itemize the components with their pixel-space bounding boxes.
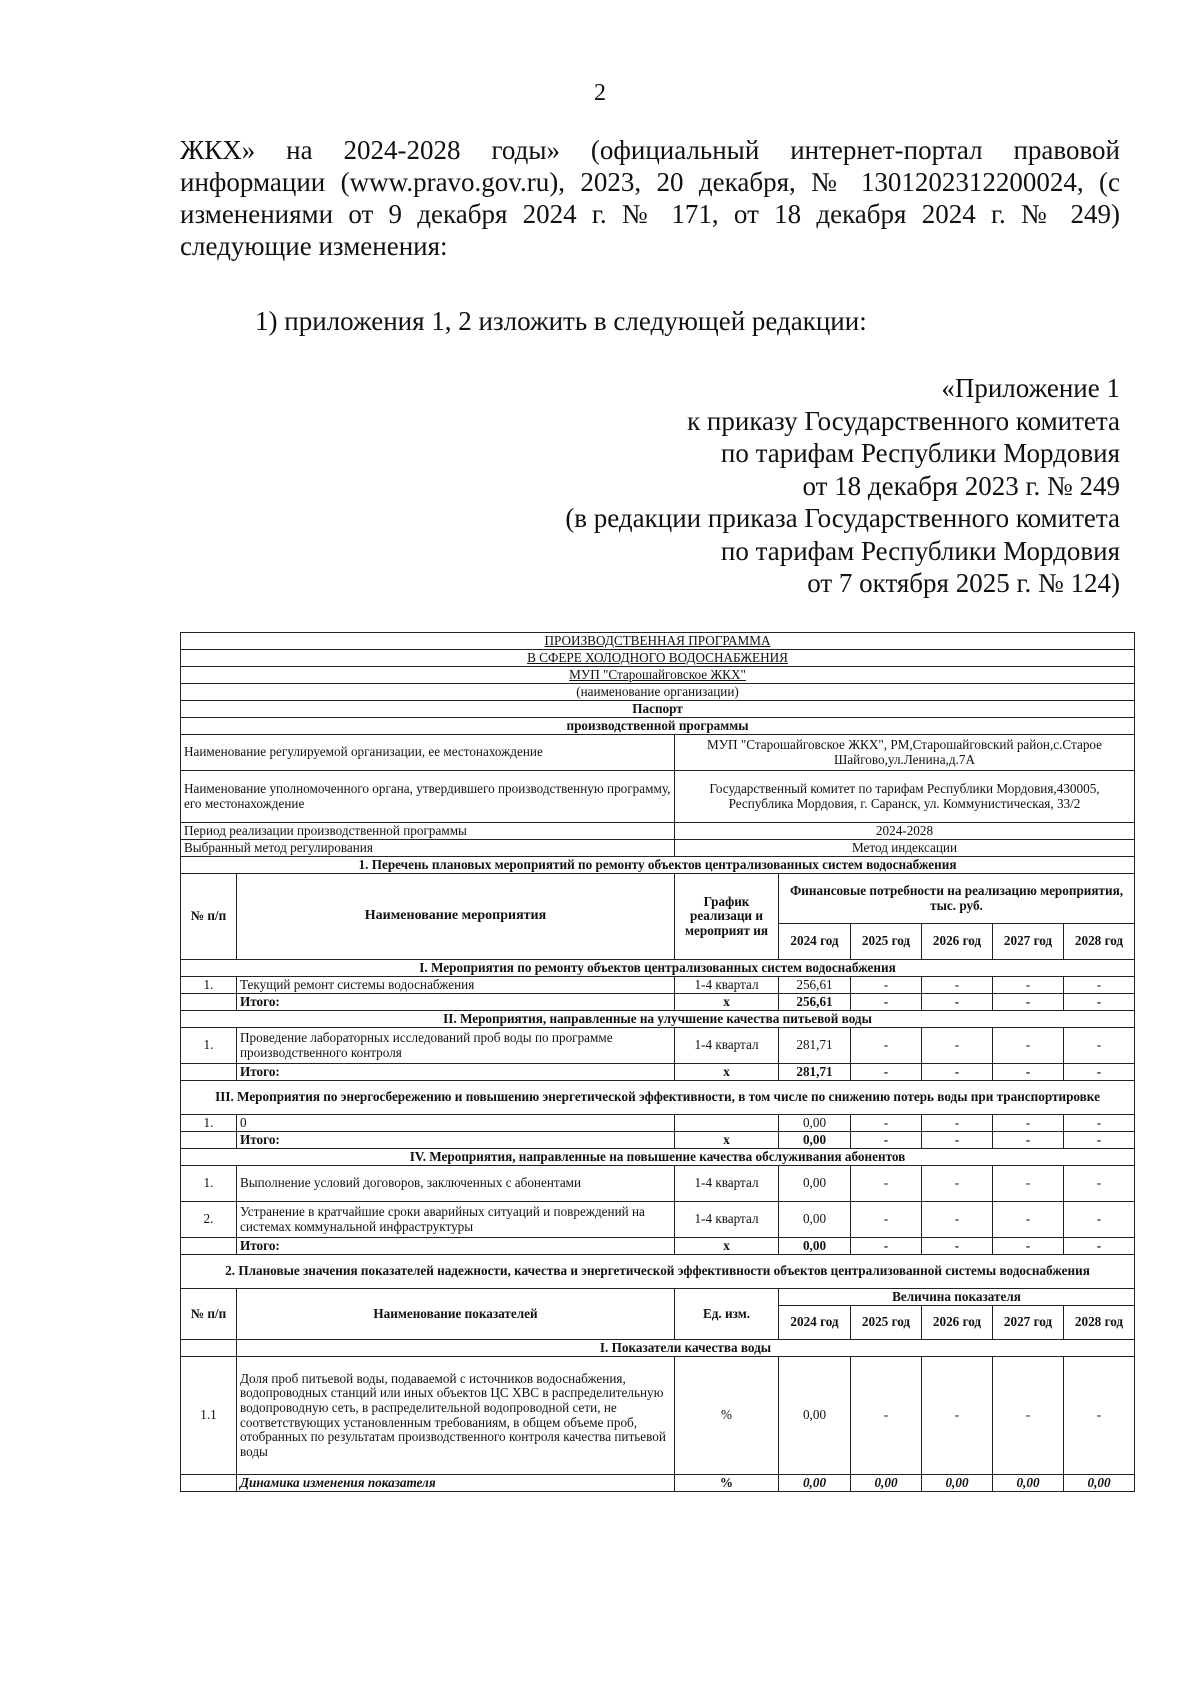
row-value: - [1064,1115,1135,1132]
row-value: - [1064,1028,1135,1064]
group-title: II. Мероприятия, направленные на улучшение качества питьевой воды [181,1011,1135,1028]
dynamics-label: Динамика изменения показателя [237,1475,675,1492]
passport-row [181,823,1135,840]
s2-header-year: 2025 год [851,1306,922,1340]
appendix-line: к приказу Государственного комитета [687,405,1120,436]
dynamics-row [181,1475,1135,1492]
row-value: - [851,1166,922,1202]
total-schedule: х [675,1132,779,1149]
row-value: 256,61 [779,977,851,994]
s1-header-year: 2027 год [993,924,1064,960]
s2-header-unit: Ед. изм. [675,1289,779,1340]
total-value: - [1064,994,1135,1011]
passport-value: Метод индексации [675,840,1135,857]
program-title: ПРОИЗВОДСТВЕННАЯ ПРОГРАММА [181,633,1135,650]
dynamics-value: 0,00 [779,1475,851,1492]
table-row [181,1028,1135,1064]
section2-title: 2. Плановые значения показателей надежности, качества и энергетической эффективности объектов централизованной системы водоснабжения [181,1255,1135,1289]
indicator-value: 0,00 [779,1357,851,1475]
total-value: - [922,994,993,1011]
indicator-value: - [1064,1357,1135,1475]
s1-header-year: 2024 год [779,924,851,960]
s2-header-year: 2027 год [993,1306,1064,1340]
row-value: - [851,1115,922,1132]
row-value: - [1064,1202,1135,1238]
row-name: 0 [237,1115,675,1132]
appendix-line: по тарифам Республики Мордовия [720,535,1120,566]
page-number: 2 [594,80,606,106]
row-value: - [993,1166,1064,1202]
list-item-1: 1) приложения 1, 2 изложить в следующей редакции: [255,306,867,336]
total-value: - [1064,1064,1135,1081]
total-value: - [1064,1238,1135,1255]
dynamics-value: 0,00 [993,1475,1064,1492]
row-num: 1. [181,977,237,994]
intro-line: изменениями от 9 декабря 2024 г. № 171, от 18 декабря 2024 г. № 249) [180,199,1120,229]
organization-caption: (наименование организации) [181,684,1135,701]
row-name: Проведение лабораторных исследований проб воды по программе производственного контроля [237,1028,675,1064]
section1-title: 1. Перечень плановых мероприятий по ремонту объектов централизованных систем водоснабжения [181,857,1135,874]
row-schedule: 1-4 квартал [675,1202,779,1238]
program-subtitle: В СФЕРЕ ХОЛОДНОГО ВОДОСНАБЖЕНИЯ [181,650,1135,667]
row-name: Выполнение условий договоров, заключенных с абонентами [237,1166,675,1202]
passport-row [181,840,1135,857]
total-row [181,1238,1135,1255]
total-value: 256,61 [779,994,851,1011]
group-title: I. Мероприятия по ремонту объектов централизованных систем водоснабжения [181,960,1135,977]
total-row [181,1064,1135,1081]
total-value: - [851,994,922,1011]
table-row [181,1202,1135,1238]
dynamics-unit: % [675,1475,779,1492]
row-value: - [993,1202,1064,1238]
row-num: 1. [181,1028,237,1064]
s1-header-finance: Финансовые потребности на реализацию мероприятия, тыс. руб. [779,874,1135,924]
row-num: 2. [181,1202,237,1238]
indicator-value: - [993,1357,1064,1475]
row-schedule: 1-4 квартал [675,1166,779,1202]
s2-header-value: Величина показателя [779,1289,1135,1306]
total-label: Итого: [237,1064,675,1081]
dynamics-value: 0,00 [1064,1475,1135,1492]
indicator-row [181,1357,1135,1475]
intro-line: следующие изменения: [180,231,448,261]
row-value: - [851,977,922,994]
row-value: - [851,1202,922,1238]
total-value: - [1064,1132,1135,1149]
row-num: 1. [181,1166,237,1202]
total-value: - [993,994,1064,1011]
passport-value: Государственный комитет по тарифам Республики Мордовия,430005, Республика Мордовия, г. Саранск, ул. Коммунистическая, 33/2 [675,771,1135,823]
appendix-line: «Приложение 1 [941,373,1120,403]
total-value: - [993,1132,1064,1149]
row-value: - [1064,1166,1135,1202]
row-value: - [851,1028,922,1064]
row-schedule: 1-4 квартал [675,1028,779,1064]
passport-value: МУП "Старошайговское ЖКХ", РМ,Старошайговский район,с.Старое Шайгово,ул.Ленина,д.7А [675,735,1135,771]
total-schedule: х [675,1238,779,1255]
organization-name: МУП "Старошайговское ЖКХ" [181,667,1135,684]
row-value: - [922,1202,993,1238]
intro-line: ЖКХ» на 2024-2028 годы» (официальный интернет-портал правовой [180,135,1120,165]
passport-value: 2024-2028 [675,823,1135,840]
total-value: - [851,1238,922,1255]
indicator-name: Доля проб питьевой воды, подаваемой с источников водоснабжения, водопроводных станций или иных объектов ЦС ХВС в распределительную водопроводную сеть, в распределительной водопроводной сети, не соответствующих установленным требованиям, в общем объеме проб, отобранных по результатам производственного контроля качества питьевой воды [237,1357,675,1475]
row-name: Текущий ремонт системы водоснабжения [237,977,675,994]
s2-group-title: I. Показатели качества воды [237,1340,1135,1357]
appendix-line: от 18 декабря 2023 г. № 249 [802,470,1120,501]
table-row [181,1166,1135,1202]
row-value: - [993,1115,1064,1132]
row-schedule: 1-4 квартал [675,977,779,994]
production-program-table [180,632,1135,1492]
s2-header-num: № п/п [181,1289,237,1340]
row-value: - [993,1028,1064,1064]
group-title: IV. Мероприятия, направленные на повышение качества обслуживания абонентов [181,1149,1135,1166]
total-value: 281,71 [779,1064,851,1081]
table-row [181,977,1135,994]
group-title: III. Мероприятия по энергосбережению и повышению энергетической эффективности, в том числе по снижению потерь воды при транспортировке [181,1081,1135,1115]
indicator-value: - [851,1357,922,1475]
s2-header-name: Наименование показателей [237,1289,675,1340]
appendix-line: от 7 октября 2025 г. № 124) [807,568,1120,598]
passport-label: Выбранный метод регулирования [181,840,675,857]
row-value: 0,00 [779,1202,851,1238]
row-value: - [993,977,1064,994]
dynamics-value: 0,00 [922,1475,993,1492]
total-row [181,994,1135,1011]
total-value: 0,00 [779,1132,851,1149]
total-label: Итого: [237,994,675,1011]
indicator-num: 1.1 [181,1357,237,1475]
row-value: - [922,1028,993,1064]
row-schedule [675,1115,779,1132]
passport-title: Паспорт [181,701,1135,718]
total-value: - [922,1132,993,1149]
total-value: - [851,1064,922,1081]
s1-header-num: № п/п [181,874,237,960]
indicator-value: - [922,1357,993,1475]
dynamics-value: 0,00 [851,1475,922,1492]
s2-header-year: 2026 год [922,1306,993,1340]
total-label: Итого: [237,1238,675,1255]
total-value: - [993,1238,1064,1255]
total-value: - [993,1064,1064,1081]
s1-header-year: 2026 год [922,924,993,960]
s1-header-year: 2025 год [851,924,922,960]
appendix-header [565,372,1120,600]
appendix-line: (в редакции приказа Государственного комитета [565,503,1120,533]
row-value: - [922,977,993,994]
total-value: - [922,1238,993,1255]
row-value: - [922,1115,993,1132]
s1-header-schedule: График реализаци и мероприят ия [675,874,779,960]
row-value: - [922,1166,993,1202]
s1-header-year: 2028 год [1064,924,1135,960]
total-schedule: х [675,994,779,1011]
passport-label: Период реализации производственной программы [181,823,675,840]
total-label: Итого: [237,1132,675,1149]
indicator-unit: % [675,1357,779,1475]
total-value: - [851,1132,922,1149]
row-name: Устранение в кратчайшие сроки аварийных ситуаций и повреждений на системах коммунальной инфраструктуры [237,1202,675,1238]
appendix-line: по тарифам Республики Мордовия [720,438,1120,468]
intro-paragraph [180,134,1120,262]
total-value: - [922,1064,993,1081]
row-value: 0,00 [779,1115,851,1132]
row-value: 0,00 [779,1166,851,1202]
row-num: 1. [181,1115,237,1132]
total-row [181,1132,1135,1149]
total-value: 0,00 [779,1238,851,1255]
table-row [181,1115,1135,1132]
intro-line: информации (www.pravo.gov.ru), 2023, 20 декабря, № 1301202312200024, (с [180,167,1120,197]
passport-row [181,735,1135,771]
passport-subtitle: производственной программы [181,718,1135,735]
passport-row [181,771,1135,823]
s1-header-name: Наименование мероприятия [237,874,675,960]
passport-label: Наименование уполномоченного органа, утвердившего производственную программу, его местонахождение [181,771,675,823]
total-schedule: х [675,1064,779,1081]
s2-header-year: 2024 год [779,1306,851,1340]
passport-label: Наименование регулируемой организации, ее местонахождение [181,735,675,771]
s2-header-year: 2028 год [1064,1306,1135,1340]
row-value: - [1064,977,1135,994]
row-value: 281,71 [779,1028,851,1064]
